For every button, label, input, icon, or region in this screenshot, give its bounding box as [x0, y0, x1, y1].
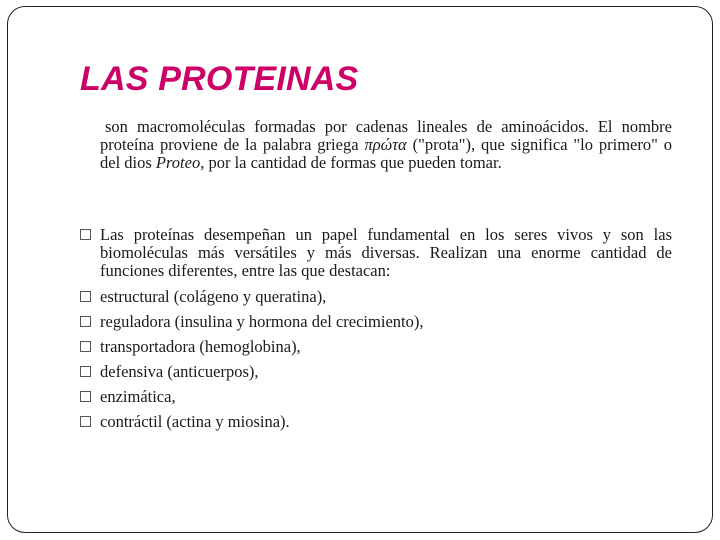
bullet-box-icon [80, 316, 91, 327]
greek-word: πρώτα [364, 135, 407, 154]
intro-text-3: , por la cantidad de formas que pueden tomar. [200, 153, 502, 172]
slide-title: LAS PROTEINAS [80, 60, 359, 98]
bullet-box-icon [80, 416, 91, 427]
bullet-text: reguladora (insulina y hormona del crecimiento), [100, 312, 424, 331]
bullet-box-icon [80, 229, 91, 240]
bullet-item [80, 288, 672, 306]
intro-paragraph [100, 118, 672, 172]
bullet-item [80, 413, 672, 431]
bullet-text: enzimática, [100, 387, 176, 406]
bullet-item [80, 388, 672, 406]
bullet-list [80, 226, 672, 438]
bullet-text: Las proteínas desempeñan un papel fundamental en los seres vivos y son las biomoléculas más versátiles y más diversas. Realizan una enorme cantidad de funciones diferentes, entre las que destacan: [100, 225, 672, 280]
bullet-box-icon [80, 341, 91, 352]
bullet-text: defensiva (anticuerpos), [100, 362, 259, 381]
bullet-text: estructural (colágeno y queratina), [100, 287, 327, 306]
bullet-box-icon [80, 366, 91, 377]
bullet-item [80, 363, 672, 381]
bullet-item [80, 338, 672, 356]
proteo-word: Proteo [155, 153, 201, 172]
intro-text-2: ("prota"), que significa "lo primero" o del dios [100, 135, 672, 172]
bullet-text: contráctil (actina y miosina). [100, 412, 290, 431]
bullet-box-icon [80, 291, 91, 302]
bullet-text: transportadora (hemoglobina), [100, 337, 301, 356]
bullet-item [80, 313, 672, 331]
bullet-item [80, 226, 672, 280]
intro-text-1: son macromoléculas formadas por cadenas lineales de aminoácidos. El nombre proteína proviene de la palabra griega [100, 117, 672, 154]
bullet-box-icon [80, 391, 91, 402]
